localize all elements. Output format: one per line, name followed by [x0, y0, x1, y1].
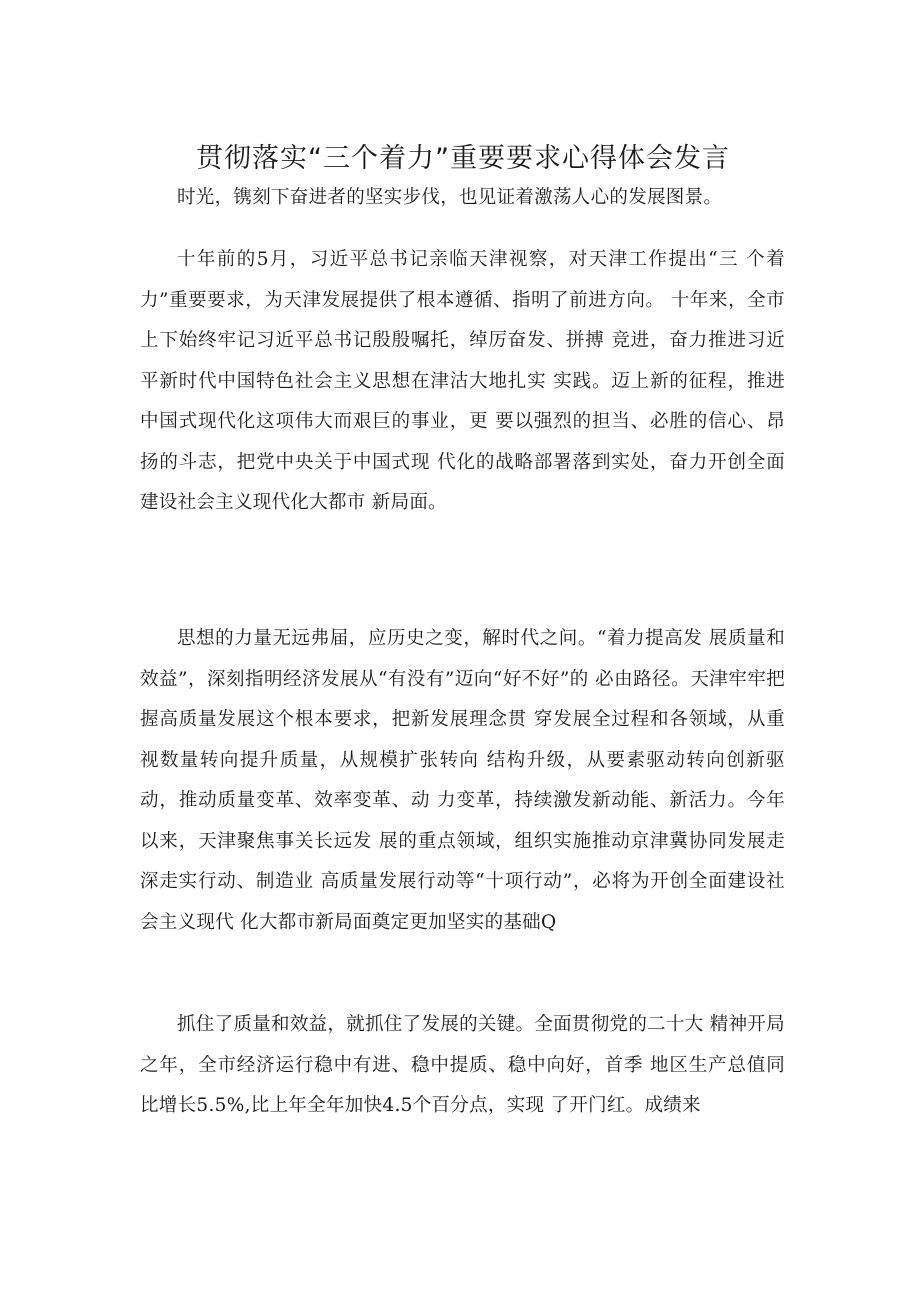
document-title: 贯彻落实“三个着力”重要要求心得体会发言 — [196, 143, 730, 174]
paragraph-results: 抓住了质量和效益，就抓住了发展的关键。全面贯彻党的二十大 精神开局之年，全市经济运行稳中有进、稳中提质、稳中向好，首季 地区生产总值同比增长5.5%,比上年全年加快4.5个百分点，实现 了开门红。成绩来 — [140, 1014, 785, 1116]
paragraph-background: 十年前的5月，习近平总书记亲临天津视察，对天津工作提出“三 个着力”重要要求，为天津发展提供了根本遵循、指明了前进方向。 十年来，全市上下始终牢记习近平总书记殷殷嘱托，绰厉奋发、拼搏 竞进，奋力推进习近平新时代中国特色社会主义思想在津沽大地扎实 实践。迈上新的征程，推进中国式现代化这项伟大而艰巨的事业，更 要以强烈的担当、必胜的信心、昂扬的斗志，把党中央关于中国式现 代化的战略部署落到实处，奋力开创全面建设社会主义现代化大都市 新局面。 — [140, 249, 785, 513]
paragraph-intro: 时光，镌刻下奋进者的坚实步伐，也见证着激荡人心的发展图景。 — [177, 187, 723, 208]
paragraph-quality: 思想的力量无远弗届，应历史之变，解时代之问。“着力提高发 展质量和效益”，深刻指明经济发展从“有没有”迈向“好不好”的 必由路径。天津牢牢把握高质量发展这个根本要求，把新发展理念贯 穿发展全过程和各领域，从重视数量转向提升质量，从规模扩张转向 结构升级，从要素驱动转向创新驱动，推动质量变革、效率变革、动 力变革，持续激发新动能、新活力。今年以来，天津聚焦事关长远发 展的重点领域，组织实施推动京津冀协同发展走深走实行动、制造业 高质量发展行动等“十项行动”，必将为开创全面建设社会主义现代 化大都市新局面奠定更加坚实的基础Q — [140, 628, 785, 933]
